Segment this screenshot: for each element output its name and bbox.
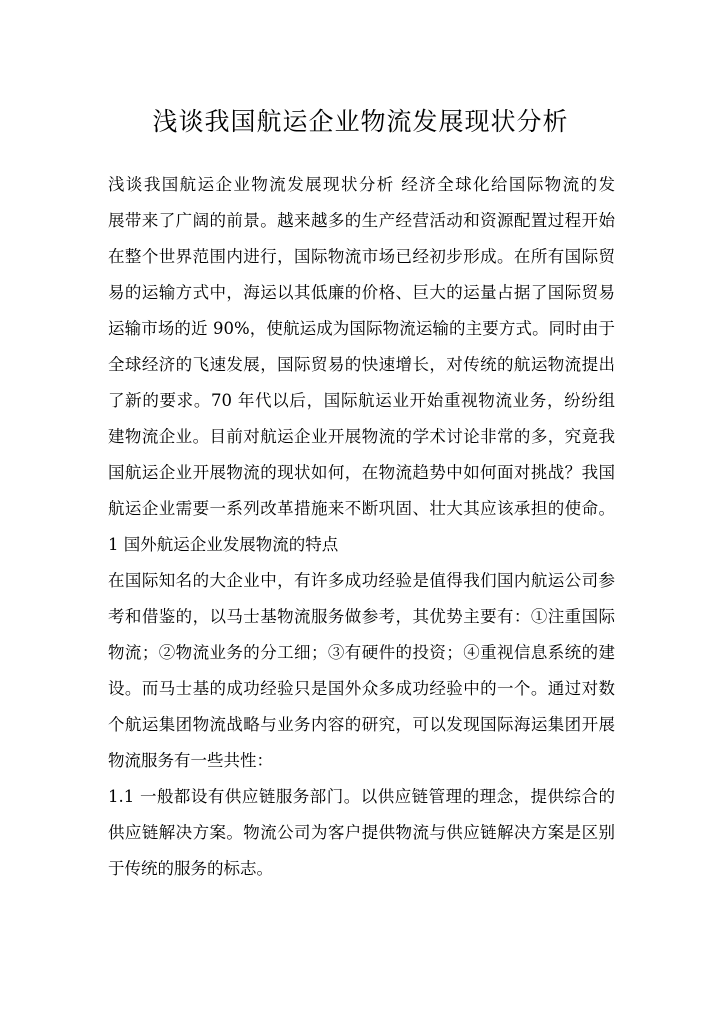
paragraph-line: 建物流企业。目前对航运企业开展物流的学术讨论非常的多，究竟我: [108, 427, 615, 446]
paragraph-line: 浅谈我国航运企业物流发展现状分析 经济全球化给国际物流的发: [108, 175, 615, 194]
paragraph-line: 物流服务有一些共性：: [108, 751, 273, 770]
paragraph-line: 展带来了广阔的前景。越来越多的生产经营活动和资源配置过程开始: [108, 211, 615, 230]
paragraph-line: 易的运输方式中，海运以其低廉的价格、巨大的运量占据了国际贸易: [108, 283, 615, 302]
paragraph-line: 航运企业需要一系列改革措施来不断巩固、壮大其应该承担的使命。: [108, 499, 615, 518]
document-body: [108, 167, 615, 887]
paragraph-line: 于传统的服务的标志。: [108, 859, 273, 878]
paragraph-line: 运输市场的近 90%，使航运成为国际物流运输的主要方式。同时由于: [108, 319, 615, 338]
paragraph-line: 考和借鉴的，以马士基物流服务做参考，其优势主要有：①注重国际: [108, 607, 615, 626]
paragraph-line: 国航运企业开展物流的现状如何，在物流趋势中如何面对挑战？我国: [108, 463, 615, 482]
paragraph-line: 个航运集团物流战略与业务内容的研究，可以发现国际海运集团开展: [108, 715, 615, 734]
section-heading: 1 国外航运企业发展物流的特点: [108, 535, 339, 554]
paragraph-line: 在国际知名的大企业中，有许多成功经验是值得我们国内航运公司参: [108, 571, 615, 590]
subsection-line: 1.1 一般都设有供应链服务部门。以供应链管理的理念，提供综合的: [108, 787, 615, 806]
document-title: 浅谈我国航运企业物流发展现状分析: [152, 106, 569, 136]
paragraph-line: 了新的要求。70 年代以后，国际航运业开始重视物流业务，纷纷组: [108, 391, 615, 410]
paragraph-line: 物流；②物流业务的分工细；③有硬件的投资；④重视信息系统的建: [108, 643, 615, 662]
paragraph-line: 供应链解决方案。物流公司为客户提供物流与供应链解决方案是区别: [108, 823, 615, 842]
paragraph-line: 全球经济的飞速发展，国际贸易的快速增长，对传统的航运物流提出: [108, 355, 615, 374]
paragraph-line: 设。而马士基的成功经验只是国外众多成功经验中的一个。通过对数: [108, 679, 615, 698]
paragraph-line: 在整个世界范围内进行，国际物流市场已经初步形成。在所有国际贸: [108, 247, 615, 266]
